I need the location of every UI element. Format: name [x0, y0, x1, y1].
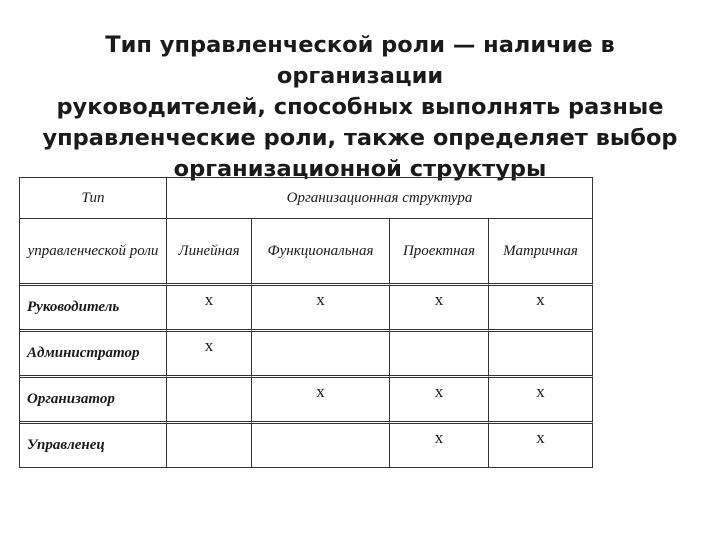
mark-cell: x: [489, 424, 593, 468]
slide-title: [20, 30, 700, 185]
mark-cell: x: [252, 378, 390, 424]
mark-cell: [390, 332, 489, 378]
column-header-project: Проектная: [390, 219, 489, 286]
table-row: [20, 378, 593, 424]
role-name-cell: Организатор: [20, 378, 167, 424]
title-line: Тип управленческой роли — наличие в организации: [105, 32, 615, 89]
mark-cell: x: [167, 286, 252, 332]
type-header-cell: Тип: [20, 178, 167, 219]
org-structure-header-cell: Организационная структура: [167, 178, 593, 219]
role-header-cell: управленческой роли: [20, 219, 167, 286]
mark-cell: x: [390, 286, 489, 332]
column-header-functional: Функциональная: [252, 219, 390, 286]
role-name-cell: Руководитель: [20, 286, 167, 332]
mark-cell: x: [390, 378, 489, 424]
mark-cell: [252, 332, 390, 378]
table-row: [20, 286, 593, 332]
title-line: управленческие роли, также определяет выбор: [42, 125, 678, 151]
title-line: организационной структуры: [173, 156, 547, 182]
mark-cell: x: [252, 286, 390, 332]
mark-cell: x: [390, 424, 489, 468]
role-name-cell: Администратор: [20, 332, 167, 378]
column-header-matrix: Матричная: [489, 219, 593, 286]
mark-cell: x: [489, 378, 593, 424]
table-row: [20, 424, 593, 468]
table-row: [20, 332, 593, 378]
mark-cell: x: [167, 332, 252, 378]
table-header-row: [20, 178, 593, 219]
role-structure-table: [19, 177, 593, 468]
title-line: руководителей, способных выполнять разные: [56, 94, 664, 120]
mark-cell: [167, 378, 252, 424]
mark-cell: [252, 424, 390, 468]
role-name-cell: Управленец: [20, 424, 167, 468]
mark-cell: [167, 424, 252, 468]
mark-cell: [489, 332, 593, 378]
mark-cell: x: [489, 286, 593, 332]
table-subheader-row: [20, 219, 593, 286]
column-header-linear: Линейная: [167, 219, 252, 286]
